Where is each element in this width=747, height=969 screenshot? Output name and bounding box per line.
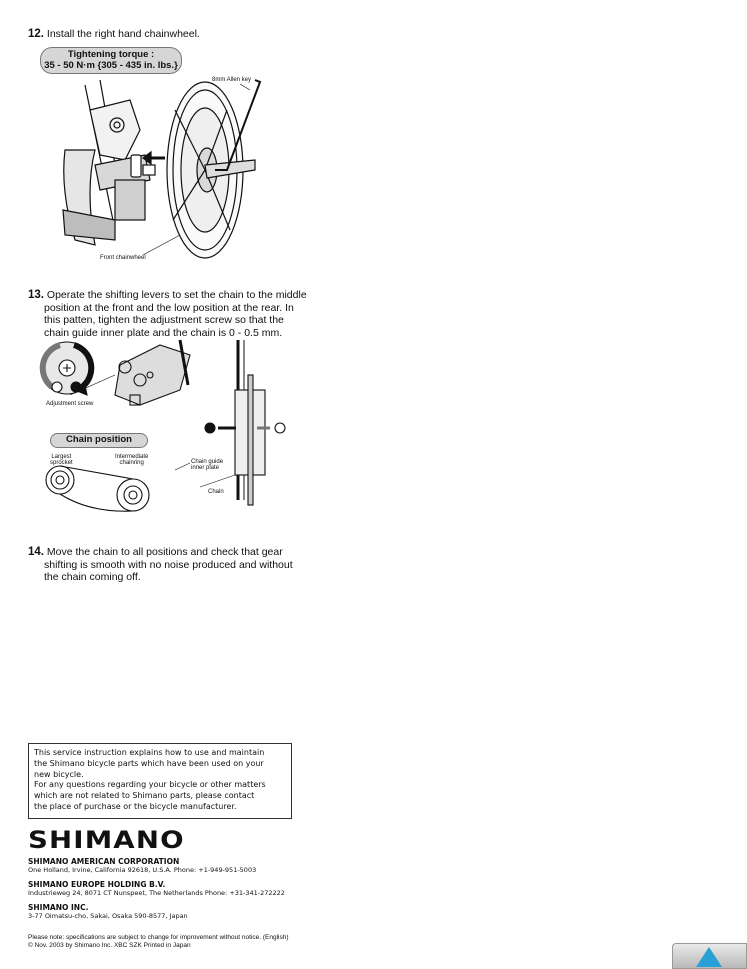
corp-address: 3-77 Oimatsu-cho, Sakai, Osaka 590-8577, Japan (28, 912, 188, 920)
notice-line: This service instruction explains how to use and maintain (34, 748, 265, 757)
step-14-line-2: shifting is smooth with no noise produced and without (44, 558, 293, 571)
notice-line: new bicycle. (34, 769, 84, 779)
step-13-line-2: position at the front and the low position at the rear. In (44, 301, 294, 314)
up-arrow-icon (673, 944, 746, 968)
notice-line: which are not related to Shimano parts, please contact (34, 791, 255, 801)
largest-sprocket-label (50, 454, 73, 466)
chain-guide-label (191, 459, 223, 471)
adjustment-screw-label: Adjustment screw (46, 401, 94, 407)
step-13-number: 13. (28, 289, 44, 301)
corp-name: SHIMANO EUROPE HOLDING B.V. (28, 880, 166, 889)
step-13-line-3: this patten, tighten the adjustment screw so that the (44, 314, 284, 326)
footer-fine-print (28, 934, 289, 950)
chainwheel-illustration (55, 70, 285, 265)
notice-line: For any questions regarding your bicycle or other matters (34, 780, 266, 790)
scroll-to-top-button[interactable] (672, 943, 747, 969)
chain-label: Chain (208, 489, 224, 495)
sprocket-label: sprocket (50, 460, 73, 466)
largest-label: Largest (51, 454, 72, 460)
adjustment-illustration (30, 335, 295, 515)
intermediate-chainring-label (115, 454, 148, 466)
corp-name: SHIMANO AMERICAN CORPORATION (28, 857, 180, 866)
corp-japan (28, 903, 188, 920)
corp-name: SHIMANO INC. (28, 903, 89, 912)
service-notice-box (28, 743, 292, 819)
corp-address: One Holland, Irvine, California 92618, U.S.A. Phone: +1-949-951-5003 (28, 866, 257, 874)
chain-position-badge: Chain position (50, 433, 148, 448)
allen-key-label: 8mm Allen key (212, 77, 252, 83)
step-12-number: 12. (28, 28, 44, 40)
footer-line-1: Please note: specifications are subject to change for improvement without notice. (English) (28, 934, 289, 941)
step-13-line-1: Operate the shifting levers to set the chain to the middle (46, 289, 307, 301)
shimano-logo: SHIMANO (28, 826, 185, 854)
step-14-number: 14. (28, 546, 44, 558)
step-13 (28, 289, 328, 339)
step-14 (28, 546, 328, 584)
step-14-line-3: the chain coming off. (44, 571, 141, 583)
corp-address: Industrieweg 24, 8071 CT Nunspeet, The Netherlands Phone: +31-341-272222 (28, 889, 285, 897)
torque-line-1: Tightening torque : (67, 49, 155, 60)
chainwheel-label: Front chainwheel (100, 255, 146, 261)
step-13-line-4: chain guide inner plate and the chain is 0 - 0.5 mm. (44, 326, 283, 339)
notice-line: the Shimano bicycle parts which have been used on your (34, 758, 264, 768)
corp-america (28, 857, 256, 874)
chain-guide-line: Chain guide (191, 459, 224, 465)
step-12 (28, 28, 200, 41)
notice-line: the place of purchase or the bicycle manufacturer. (34, 801, 237, 811)
step-14-line-1: Move the chain to all positions and check that gear (46, 546, 283, 558)
footer-line-2: © Nov. 2003 by Shimano Inc. XBC SZK Printed in Japan (28, 942, 191, 949)
torque-line-2: 35 - 50 N·m {305 - 435 in. lbs.} (44, 60, 178, 71)
corp-europe (28, 880, 285, 897)
inner-plate-line: inner plate (191, 465, 220, 471)
chainring-label: chainring (119, 460, 144, 466)
step-12-text: Install the right hand chainwheel. (46, 28, 200, 40)
intermediate-label: Intermediate (115, 454, 149, 460)
